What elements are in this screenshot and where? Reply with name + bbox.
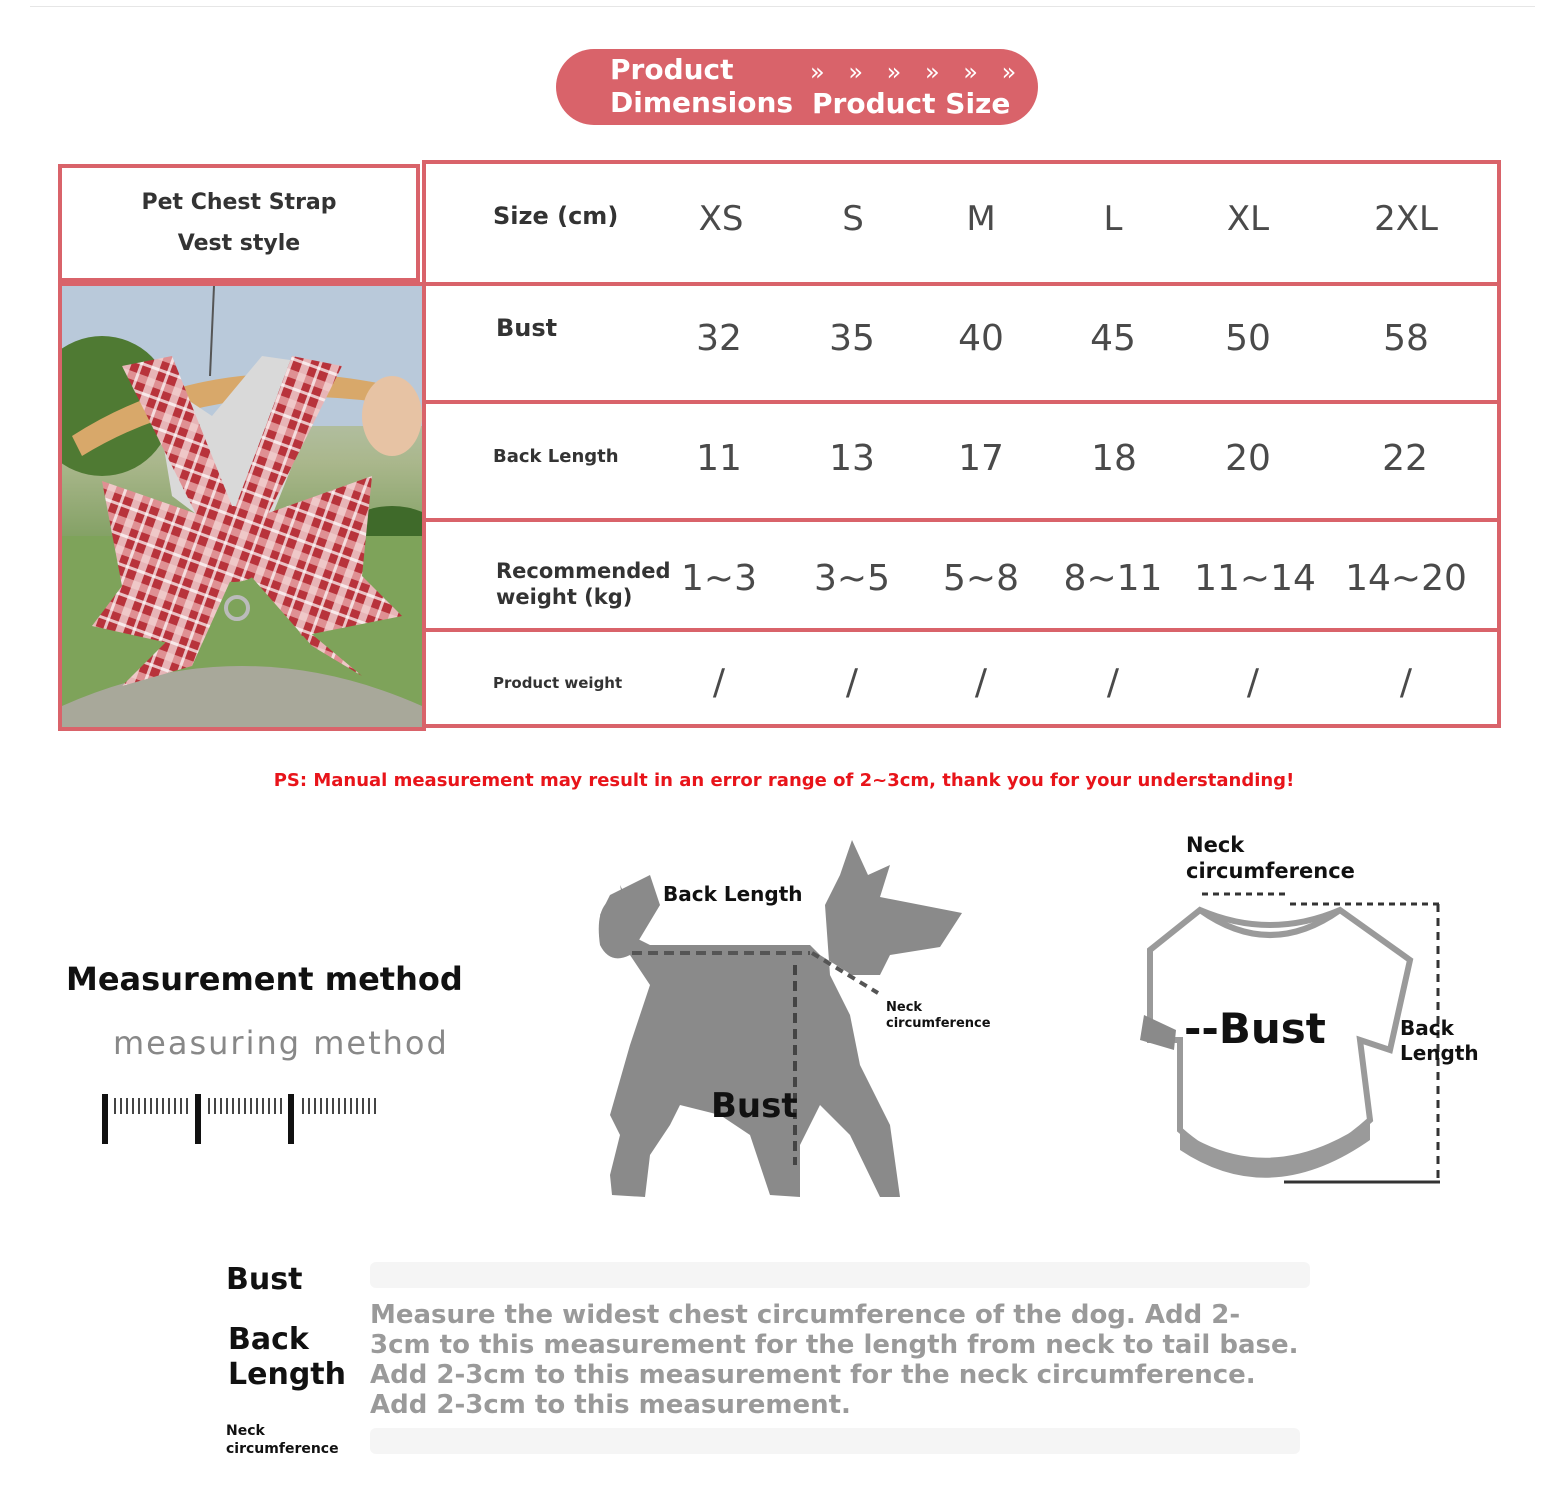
blurred-text-band [370,1262,1310,1288]
product-name-line1: Pet Chest Strap [141,190,337,215]
size-table [58,160,1501,731]
size-header-label: Size (cm) [493,202,619,230]
legend-neck: Neck circumference [226,1423,339,1457]
size-2xl: 2XL [1374,199,1438,239]
shirt-back-length-label: Back Length [1400,1016,1479,1065]
back-length-row [426,404,1497,522]
product-weight-m: / [974,662,988,703]
legend-back-length: Back Length [228,1322,346,1392]
product-weight-row [426,632,1497,728]
size-header-row [426,164,1497,286]
shirt-bust-label: --Bust [1184,1004,1326,1053]
measurement-description: Measure the widest chest circumference of the dog. Add 2-3cm to this measurement for the length from neck to tail base. Add 2-3cm to this measurement for the neck circumference. Add 2-3cm to this measurement. [370,1300,1299,1420]
product-weight-xs: / [712,662,726,703]
weight-row [426,522,1497,632]
chevrons-icon: » » » » » » [810,58,1025,86]
bust-l: 45 [1090,318,1136,359]
product-weight-s: / [845,662,859,703]
weight-xs: 1~3 [681,558,757,599]
weight-xl: 11~14 [1194,558,1316,599]
dog-bust-label: Bust [711,1086,798,1126]
weight-label: Recommended weight (kg) [496,559,671,609]
size-s: S [842,199,864,239]
size-xl: XL [1226,199,1270,239]
product-name-cell [58,164,420,282]
product-photo [58,282,426,731]
product-weight-l: / [1106,662,1120,703]
product-weight-xl: / [1246,662,1260,703]
product-size-banner [556,49,1038,125]
size-grid [422,160,1501,728]
dog-back-length-label: Back Length [663,882,803,906]
back-length-l: 18 [1091,438,1137,479]
dog-neck-label: Neck circumference [886,1000,991,1031]
product-name-line2: Vest style [177,231,301,256]
bust-2xl: 58 [1383,318,1429,359]
size-xs: XS [698,199,744,239]
measurement-title: Measurement method [66,960,463,998]
back-length-2xl: 22 [1382,438,1428,479]
bust-label: Bust [496,314,558,342]
weight-s: 3~5 [814,558,890,599]
product-weight-2xl: / [1399,662,1413,703]
back-length-label: Back Length [493,446,619,467]
plaid-harness-image [62,286,422,727]
back-length-s: 13 [829,438,875,479]
weight-l: 8~11 [1063,558,1163,599]
bust-xl: 50 [1225,318,1271,359]
legend-bust: Bust [226,1262,303,1297]
measurement-subtitle: measuring method [113,1024,449,1062]
size-l: L [1103,199,1123,239]
bust-xs: 32 [696,318,742,359]
weight-2xl: 14~20 [1345,558,1467,599]
bust-row [426,286,1497,404]
bust-m: 40 [958,318,1004,359]
blurred-text-band [370,1428,1300,1454]
banner-subtitle: Product Size [812,87,1011,120]
product-weight-label: Product weight [493,674,623,692]
bust-s: 35 [829,318,875,359]
ruler-icon [98,1090,388,1148]
size-m: M [966,199,996,239]
measurement-note: PS: Manual measurement may result in an error range of 2~3cm, thank you for your understanding! [273,770,1295,791]
banner-title: Product Dimensions [610,53,794,119]
shirt-neck-label: Neck circumference [1186,833,1355,883]
back-length-m: 17 [958,438,1004,479]
back-length-xl: 20 [1225,438,1271,479]
top-divider [30,6,1535,7]
weight-m: 5~8 [943,558,1019,599]
back-length-xs: 11 [696,438,742,479]
